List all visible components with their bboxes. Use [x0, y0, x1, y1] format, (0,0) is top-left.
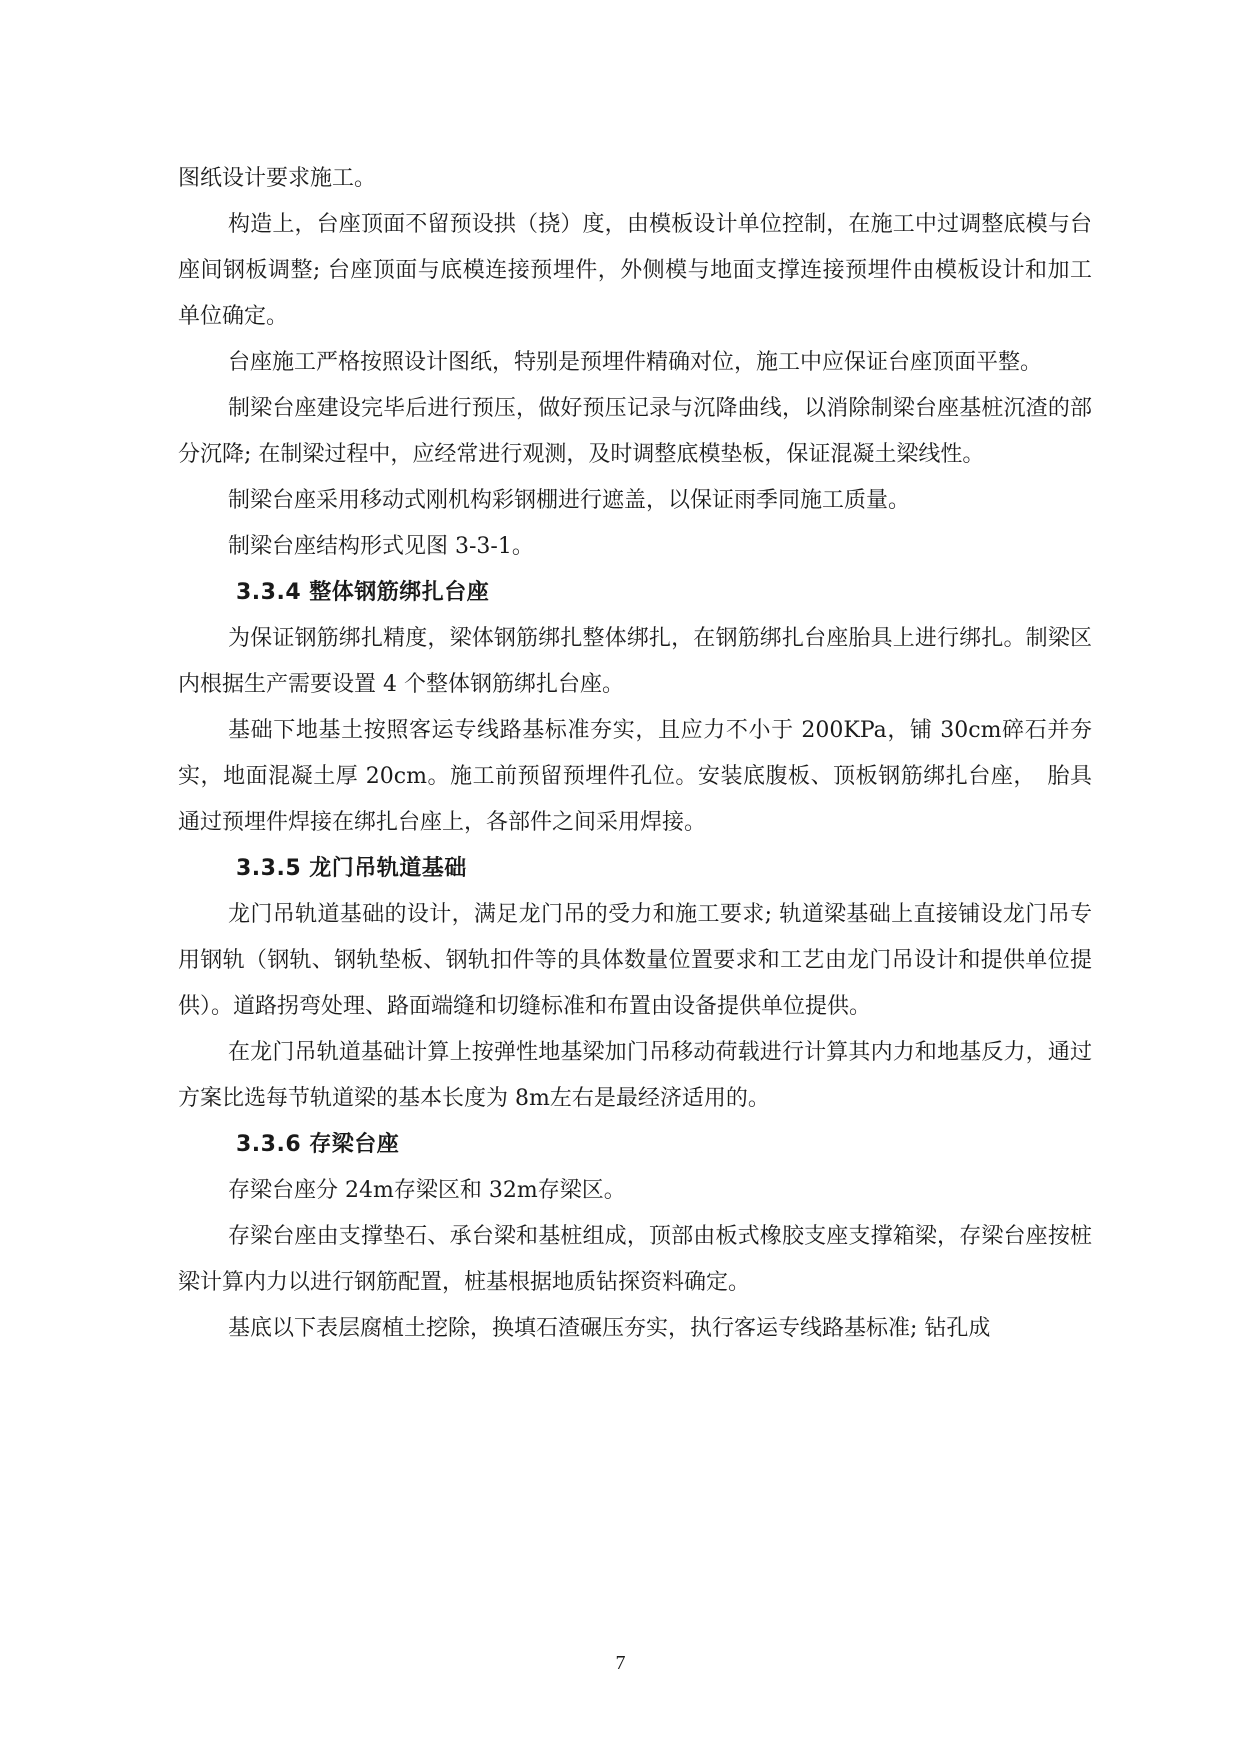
paragraph: 基础下地基土按照客运专线路基标准夯实，且应力不小于 200KPa，铺 30cm碎石并夯实，地面混凝土厚 20cm。施工前预留预埋件孔位。安装底腹板、顶板钢筋绑扎台座， 胎具通过预埋件焊接在绑扎台座上，各部件之间采用焊接。: [178, 718, 1092, 835]
paragraph: 存梁台座分 24m存梁区和 32m存梁区。: [228, 1178, 626, 1203]
paragraph: 构造上，台座顶面不留预设拱（挠）度，由模板设计单位控制，在施工中过调整底模与台座间钢板调整; 台座顶面与底模连接预埋件，外侧模与地面支撑连接预埋件由模板设计和加工单位确定。: [178, 212, 1092, 329]
section-heading: 3.3.5 龙门吊轨道基础: [236, 856, 467, 881]
page-number: 7: [615, 1652, 626, 1674]
paragraph: 制梁台座采用移动式刚机构彩钢棚进行遮盖，以保证雨季同施工质量。: [228, 488, 911, 513]
document-body: [178, 156, 1092, 1352]
paragraph: 图纸设计要求施工。: [178, 166, 377, 191]
section-heading: 3.3.4 整体钢筋绑扎台座: [236, 580, 490, 605]
paragraph: 存梁台座由支撑垫石、承台梁和基桩组成，顶部由板式橡胶支座支撑箱梁，存梁台座按桩梁计算内力以进行钢筋配置，桩基根据地质钻探资料确定。: [178, 1224, 1092, 1295]
paragraph: 为保证钢筋绑扎精度，梁体钢筋绑扎整体绑扎，在钢筋绑扎台座胎具上进行绑扎。制梁区内根据生产需要设置 4 个整体钢筋绑扎台座。: [178, 626, 1092, 697]
paragraph: 制梁台座建设完毕后进行预压，做好预压记录与沉降曲线，以消除制梁台座基桩沉渣的部分沉降; 在制梁过程中，应经常进行观测，及时调整底模垫板，保证混凝土梁线性。: [178, 396, 1092, 467]
paragraph: 龙门吊轨道基础的设计，满足龙门吊的受力和施工要求; 轨道梁基础上直接铺设龙门吊专用钢轨（钢轨、钢轨垫板、钢轨扣件等的具体数量位置要求和工艺由龙门吊设计和提供单位提供）。道路拐弯处理、路面端缝和切缝标准和布置由设备提供单位提供。: [178, 902, 1092, 1019]
paragraph: 在龙门吊轨道基础计算上按弹性地基梁加门吊移动荷载进行计算其内力和地基反力，通过方案比选每节轨道梁的基本长度为 8m左右是最经济适用的。: [178, 1040, 1092, 1111]
section-heading: 3.3.6 存梁台座: [236, 1132, 400, 1157]
paragraph: 台座施工严格按照设计图纸，特别是预埋件精确对位，施工中应保证台座顶面平整。: [228, 350, 1043, 375]
paragraph: 基底以下表层腐植土挖除，换填石渣碾压夯实，执行客运专线路基标准; 钻孔成: [228, 1316, 991, 1341]
paragraph: 制梁台座结构形式见图 3-3-1。: [228, 534, 534, 559]
